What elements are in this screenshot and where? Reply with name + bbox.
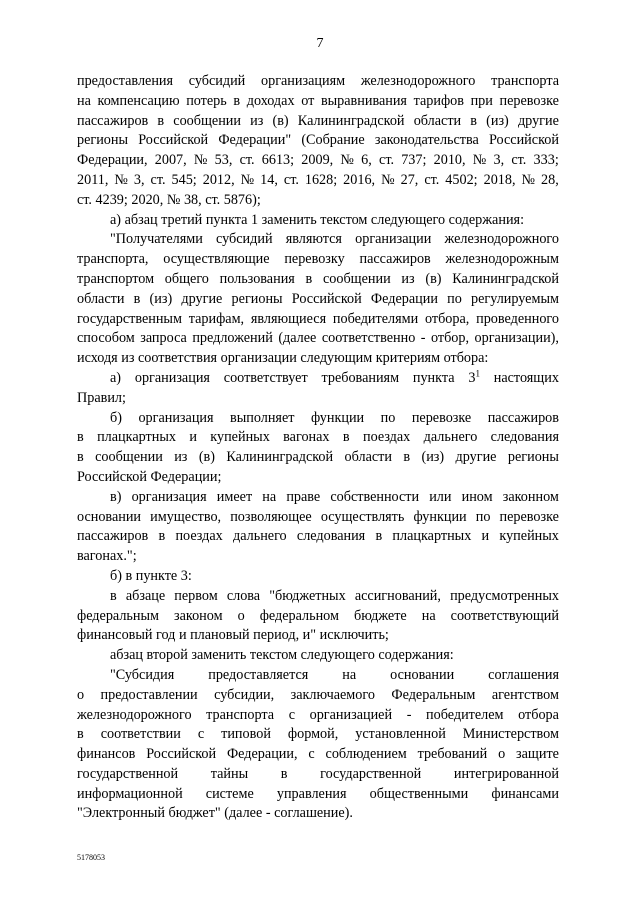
text-line: б) организация выполняет функции по перевозке пассажиров	[110, 409, 559, 426]
text-line: исходя из соответствия организации следующим критериям отбора:	[77, 350, 489, 367]
text-line: федеральным законом о федеральном бюджете на соответствующий	[77, 607, 559, 624]
text-line: информационной системе управления общественными финансами	[77, 785, 559, 802]
text-line: ст. 4239; 2020, № 38, ст. 5876);	[77, 191, 261, 208]
text-line: "Субсидия предоставляется на основании соглашения	[110, 666, 559, 683]
text-line: на компенсацию потерь в доходах от выравнивания тарифов при перевозке	[77, 92, 559, 109]
text-line: предоставления субсидий организациям железнодорожного транспорта	[77, 73, 559, 89]
text-line: области в (из) другие регионы Российской Федерации по регулируемым	[77, 290, 559, 307]
text-line: вагонах.";	[77, 548, 137, 565]
text-line: государственной тайны в государственной интегрированной	[77, 765, 559, 782]
text-line: б) в пункте 3:	[110, 567, 192, 584]
text-line: о предоставлении субсидии, заключаемого Федеральным агентством	[77, 686, 559, 703]
text-line: транспорта, осуществляющие перевозку пассажиров железнодорожным	[77, 251, 559, 268]
text-line: железнодорожного транспорта с организацией - победителем отбора	[77, 706, 559, 723]
text-line: пассажиров в поездах дальнего следования в плацкартных и купейных	[77, 528, 559, 545]
text-line: Российской Федерации;	[77, 468, 222, 485]
text-line: пассажиров в сообщении из (в) Калининградской области в (из) другие	[77, 112, 559, 129]
text-line: а) организация соответствует требованиям пункта $3^1$ настоящих	[110, 368, 559, 386]
text-line: абзац второй заменить текстом следующего содержания:	[110, 647, 454, 664]
document-body	[77, 72, 559, 824]
text-line: 2011, № 3, ст. 545; 2012, № 14, ст. 1628; 2016, № 27, ст. 4502; 2018, № 28,	[77, 171, 559, 188]
text-line: а) абзац третий пункта 1 заменить текстом следующего содержания:	[110, 211, 525, 228]
text-line: способом запроса предложений (далее соответственно - отбор, организации),	[77, 330, 559, 347]
text-line: "Электронный бюджет" (далее - соглашение).	[77, 805, 353, 822]
document-code: 5178053	[77, 853, 105, 862]
text-line: государственным тарифам, являющиеся победителями отбора, проведенного	[77, 310, 559, 327]
text-line: финансов Российской Федерации, с соблюдением требований о защите	[77, 746, 559, 763]
text-line: в) организация имеет на праве собственности или ином законном	[110, 488, 559, 505]
text-line: в абзаце первом слова "бюджетных ассигнований, предусмотренных	[110, 587, 559, 604]
text-line: "Получателями субсидий являются организации железнодорожного	[110, 231, 559, 248]
page-number: 7	[316, 36, 324, 51]
text-line: в плацкартных и купейных вагонах в поездах дальнего следования	[77, 429, 559, 446]
text-line: Правил;	[77, 389, 126, 406]
text-line: в сообщении из (в) Калининградской области в (из) другие регионы	[77, 449, 559, 466]
text-line: Федерации, 2007, № 53, ст. 6613; 2009, № 6, ст. 737; 2010, № 3, ст. 333;	[77, 152, 559, 169]
text-line: в соответствии с типовой формой, установленной Министерством	[77, 726, 559, 743]
text-line: финансовый год и плановый период, и" исключить;	[77, 627, 389, 644]
text-line: транспортом общего пользования в сообщении из (в) Калининградской	[77, 270, 559, 287]
text-line: регионы Российской Федерации" (Собрание законодательства Российской	[77, 132, 559, 149]
superscript: 1	[475, 368, 480, 379]
text-line: основании имущество, позволяющее осуществлять функции по перевозке	[77, 508, 559, 525]
